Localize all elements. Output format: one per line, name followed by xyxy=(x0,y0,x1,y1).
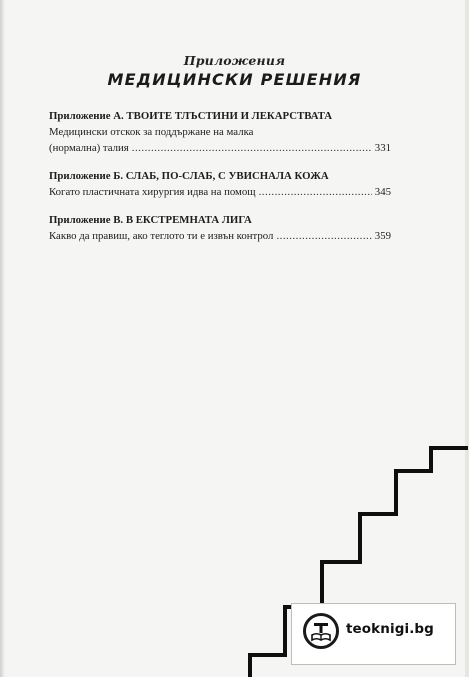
toc-entry-text: Когато пластичната хирургия идва на помощ xyxy=(49,186,256,198)
toc-entry-c xyxy=(49,212,391,244)
page-edge xyxy=(465,0,469,677)
toc-leader-dots xyxy=(276,228,371,244)
watermark-text: teoknigi.bg xyxy=(346,621,434,637)
toc-entry-text: Медицински отскок за поддържане на малка xyxy=(49,126,254,138)
toc-entry-a xyxy=(49,108,391,156)
toc-entry-title: Приложение Б. СЛАБ, ПО-СЛАБ, С УВИСНАЛА КОЖА xyxy=(49,170,329,182)
toc-page-number: 331 xyxy=(374,142,391,154)
toc-page-number: 359 xyxy=(374,230,391,242)
table-of-contents xyxy=(49,108,391,244)
toc-entry-title: Приложение В. В ЕКСТРЕМНАТА ЛИГА xyxy=(49,214,252,226)
toc-entry-title: Приложение А. ТВОИТЕ ТЛЪСТИНИ И ЛЕКАРСТВАТА xyxy=(49,110,333,122)
toc-entry-line xyxy=(49,184,391,200)
toc-leader-dots xyxy=(259,184,372,200)
page-spine-shadow xyxy=(0,0,5,677)
book-T-icon xyxy=(303,613,339,649)
toc-entry-text: Какво да правиш, ако теглото ти е извън контрол xyxy=(49,230,274,242)
toc-entry-line xyxy=(49,140,391,156)
toc-entry-b xyxy=(49,168,391,200)
toc-leader-dots xyxy=(132,140,372,156)
toc-entry-line xyxy=(49,228,391,244)
section-title: МЕДИЦИНСКИ РЕШЕНИЯ xyxy=(107,70,362,89)
toc-entry-line xyxy=(49,124,391,140)
section-subtitle: Приложения xyxy=(183,53,286,68)
toc-entry-text: (нормална) талия xyxy=(49,142,129,154)
toc-page-number: 345 xyxy=(374,186,391,198)
